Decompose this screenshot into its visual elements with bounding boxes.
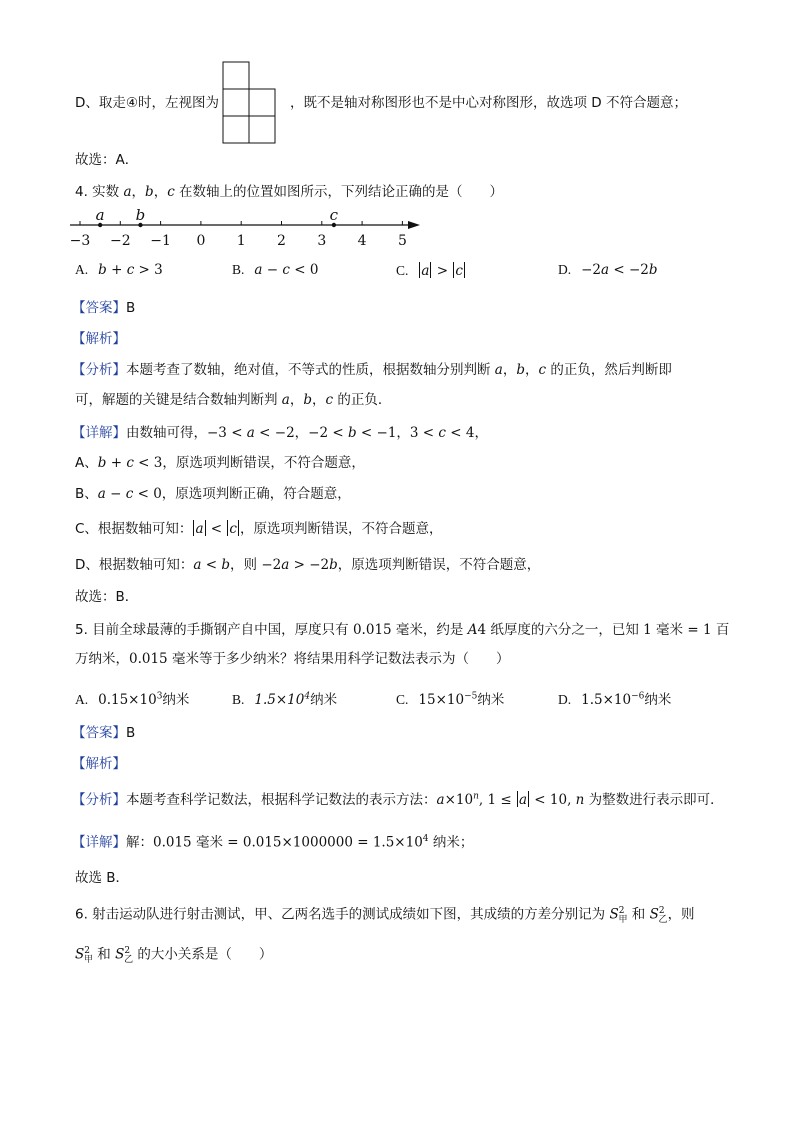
q4-step-b: B、a − c < 0，原选项判断正确，符合题意， (75, 486, 351, 502)
q4-option-b: B. a − c < 0 (232, 262, 319, 278)
q4-option-c: C. a > c (396, 263, 463, 279)
q5-answer (72, 725, 135, 741)
tick-label: 0 (196, 233, 206, 249)
q3-option-d-prefix: D、取走④时，左视图为 (75, 95, 219, 111)
tick-label: −3 (69, 233, 91, 249)
left-view-figure (222, 61, 278, 145)
tick-label: −1 (150, 233, 171, 249)
q4-option-d: D. −2a < −2b (558, 262, 658, 278)
q5-stem-line1: 5. 目前全球最薄的手撕钢产自中国，厚度只有 0.015 毫米，约是 A4 纸厚度的六分之一，已知 1 毫米 = 1 百 (75, 622, 730, 638)
tick-label: 4 (357, 233, 367, 249)
point-label-c: c (329, 207, 339, 224)
tick-label: 3 (317, 233, 327, 249)
q4-answer (72, 300, 135, 316)
number-line-arrow (408, 221, 420, 229)
q5-conclusion: 故选 B． (75, 870, 130, 886)
q6-stem-line2: $S^2_甲$ 和 $S^2_乙$ 的大小关系是（ ） (75, 946, 273, 966)
q4-analysis-tag: 【解析】 (72, 331, 126, 347)
q4-xiangjie-line1: 【详解】由数轴可得，−3 < a < −2，−2 < b < −1，3 < c < 4， (72, 425, 488, 441)
q5-stem-line2: 万纳米，0.015 毫米等于多少纳米？将结果用科学记数法表示为（ ） (75, 651, 510, 667)
answer-value: B (126, 725, 136, 741)
q5-fenxi: 【分析】本题考查科学记数法，根据科学记数法的表示方法：$a\times 10^n$, 1 ≤ a < 10, n 为整数进行表示即可． (72, 791, 724, 808)
answer-tag: 【答案】 (72, 725, 126, 741)
q5-option-a: A. $0.15\times 10^3$纳米 (75, 691, 190, 708)
number-line (66, 207, 426, 251)
answer-tag: 【答案】 (72, 300, 126, 316)
q5-option-b: B. $1.5\times 10^4$纳米 (232, 691, 338, 708)
q4-option-a: A. b + c > 3 (75, 262, 163, 278)
tick-label: 2 (277, 233, 286, 249)
q4-fenxi-line2: 可，解题的关键是结合数轴判断判 a，b，c 的正负． (75, 392, 392, 408)
q5-option-c: C. $15\times 10^{-5}$纳米 (396, 691, 505, 708)
q4-step-a: A、b + c < 3，原选项判断错误，不符合题意， (75, 455, 365, 471)
answer-value: B (126, 300, 136, 316)
point-label-b: b (135, 207, 146, 224)
q4-step-d: D、根据数轴可知：a < b，则 −2a > −2b，原选项判断错误，不符合题意， (75, 557, 541, 573)
q5-analysis-tag: 【解析】 (72, 756, 126, 772)
q4-stem: 4. 实数 a，b，c 在数轴上的位置如图所示，下列结论正确的是（ ） (75, 184, 504, 200)
q3-conclusion: 故选：A． (75, 152, 139, 168)
point-label-a: a (95, 207, 105, 224)
q6-stem-line1: 6. 射击运动队进行射击测试，甲、乙两名选手的测试成绩如下图，其成绩的方差分别记为 $S^2_甲$ 和 $S^2_乙$，则 (75, 906, 695, 926)
tick-label: 5 (397, 233, 407, 249)
q5-xiangjie: 【详解】解：0.015 毫米 = $0.015\times 1000000 = 1.5\times 10^4$ 纳米； (72, 834, 474, 851)
q4-step-c: C、根据数轴可知： a < c ，原选项判断错误，不符合题意， (75, 521, 443, 537)
q4-conclusion: 故选：B． (75, 589, 139, 605)
q3-option-d-suffix: ，既不是轴对称图形也不是中心对称图形，故选项 D 不符合题意； (290, 95, 687, 111)
tick-label: −2 (109, 233, 131, 249)
q5-option-d: D. $1.5\times 10^{-6}$纳米 (558, 691, 672, 708)
tick-label: 1 (236, 233, 246, 249)
q3-option-d-line (75, 95, 219, 111)
q4-fenxi-line1: 【分析】本题考查了数轴，绝对值，不等式的性质，根据数轴分别判断 a，b，c 的正负，然后判断即 (72, 362, 672, 378)
